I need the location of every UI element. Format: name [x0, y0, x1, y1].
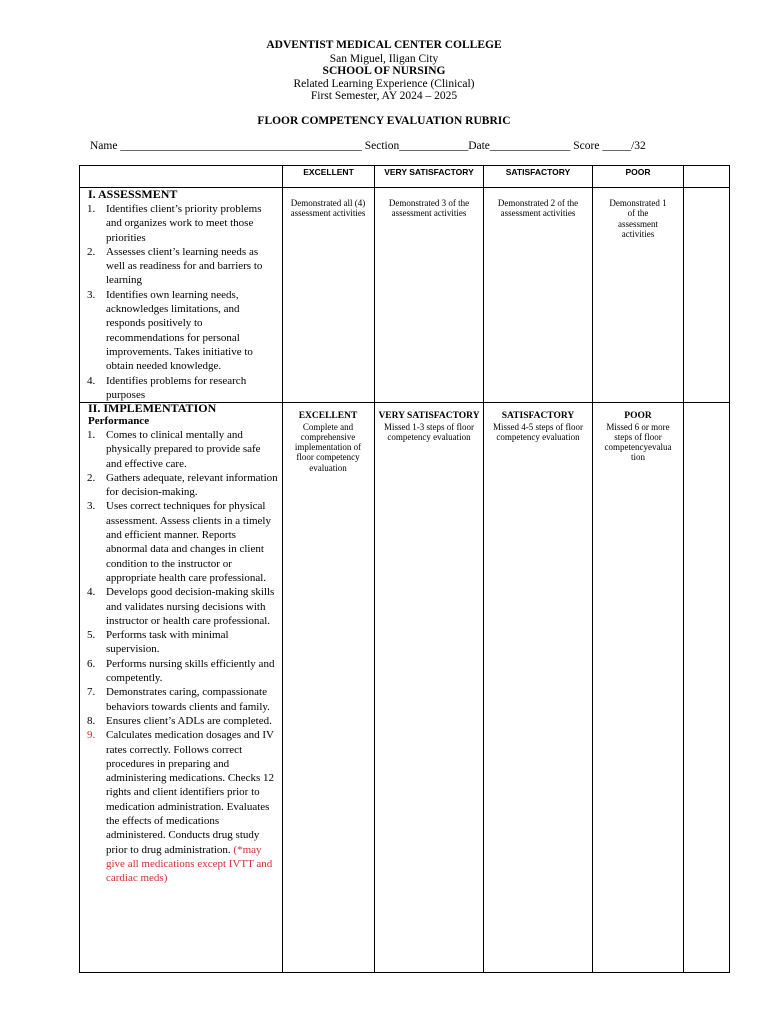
item-text: Demonstrates caring, compassionate behaviors towards clients and family. — [106, 686, 270, 713]
column-divider — [592, 165, 593, 973]
item-number: 2. — [87, 245, 96, 258]
column-divider — [683, 165, 684, 973]
column-header-satisfactory: SATISFACTORY — [505, 167, 571, 177]
item-number: 6. — [87, 657, 96, 670]
criteria-title: EXCELLENT — [298, 411, 358, 421]
item-text: Identifies own learning needs, acknowledges limitations, and responds positively to recommendations for personal improvements. Takes initiative to obtain needed knowledge. — [106, 288, 253, 373]
item-number: 4. — [87, 374, 96, 387]
list-item — [87, 728, 279, 885]
criteria-text: Complete and comprehensive implementation of floor competency evaluation — [294, 421, 362, 473]
criteria-text: Missed 4-5 steps of floor competency evaluation — [493, 421, 583, 442]
institution-name: ADVENTIST MEDICAL CENTER COLLEGE — [266, 39, 502, 51]
student-info-line: Name __________________________________________ Section____________Date______________ Score _____/32 — [90, 140, 646, 152]
item-text: Assesses client’s learning needs as well as readiness for and barriers to learning — [106, 245, 263, 287]
item-number: 2. — [87, 471, 96, 484]
list-item — [87, 685, 279, 714]
item-text: Gathers adequate, relevant information for decision-making. — [106, 471, 278, 499]
section-heading-implementation: II. IMPLEMENTATION — [88, 401, 217, 415]
item-number: 7. — [87, 686, 96, 699]
institution-location: San Miguel, Iligan City — [329, 53, 439, 65]
assessment-items-list — [87, 202, 279, 402]
item-text: Identifies problems for research purposes — [106, 374, 247, 401]
item-number: 9. — [87, 729, 96, 742]
column-divider — [79, 165, 80, 973]
section-heading-assessment: I. ASSESSMENT — [88, 187, 178, 201]
column-header-very-satisfactory: VERY SATISFACTORY — [384, 167, 474, 177]
item-text: Uses correct techniques for physical assessment. Assess clients in a timely and efficient manner. Reports abnormal data and changes in client condition to the instructor or appropriate health care professional. — [106, 500, 271, 584]
criteria-cell-implementation-very-satisfactory — [378, 411, 480, 442]
list-item — [87, 288, 279, 374]
list-item — [87, 714, 279, 728]
item-number: 8. — [87, 714, 96, 727]
item-text: Identifies client’s priority problems and organizes work to meet those priorities — [106, 203, 262, 244]
column-divider — [374, 165, 375, 973]
list-item — [87, 585, 279, 628]
criteria-cell-assessment-very-satisfactory: Demonstrated 3 of the assessment activities — [388, 198, 470, 219]
subheading-performance: Performance — [88, 415, 150, 427]
item-text: Performs nursing skills efficiently and competently. — [106, 657, 275, 685]
item-number: 1. — [87, 429, 96, 441]
item-number: 3. — [87, 500, 96, 513]
item-text: Ensures client’s ADLs are completed. — [106, 714, 272, 727]
list-item — [87, 471, 279, 500]
term-label: First Semester, AY 2024 – 2025 — [310, 90, 458, 102]
item-number: 3. — [87, 288, 96, 301]
column-divider — [483, 165, 484, 973]
implementation-items-list — [87, 428, 279, 886]
item-text: Develops good decision-making skills and validates nursing decisions with instructor or health care professional. — [106, 586, 275, 627]
column-header-excellent: EXCELLENT — [303, 167, 354, 177]
criteria-text: Missed 1-3 steps of floor competency evaluation — [384, 421, 474, 442]
list-item — [87, 428, 279, 471]
rubric-title: FLOOR COMPETENCY EVALUATION RUBRIC — [257, 115, 511, 127]
item-number: 1. — [87, 203, 96, 215]
school-name: SCHOOL OF NURSING — [322, 65, 446, 77]
medication-note: (*may give all medications except IVTT and cardiac meds) — [106, 843, 273, 885]
list-item — [87, 202, 279, 245]
criteria-cell-implementation-satisfactory — [487, 411, 589, 442]
column-header-poor: POOR — [625, 167, 651, 177]
list-item — [87, 628, 279, 657]
criteria-cell-assessment-satisfactory: Demonstrated 2 of the assessment activities — [497, 198, 579, 219]
table-border-top — [79, 165, 730, 166]
criteria-cell-implementation-poor — [599, 411, 677, 463]
criteria-cell-assessment-excellent: Demonstrated all (4) assessment activities — [290, 198, 366, 219]
list-item — [87, 245, 279, 288]
list-item — [87, 499, 279, 585]
item-text: Calculates medication dosages and IV rates correctly. Follows correct procedures in preparing and administering medications. Checks 12 rights and client identifiers prior to medication administration. Evaluates the effects of medications administered. Conducts drug study prior to drug administration. — [106, 729, 275, 856]
table-border-bottom — [79, 972, 730, 973]
list-item — [87, 374, 279, 403]
criteria-cell-assessment-poor: Demonstrated 1 of the assessment activities — [609, 198, 667, 239]
item-text: Comes to clinical mentally and physically prepared to provide safe and effective care. — [106, 429, 261, 470]
criteria-title: VERY SATISFACTORY — [378, 411, 480, 421]
item-text: Performs task with minimal supervision. — [106, 629, 229, 656]
criteria-text: Missed 6 or more steps of floor competencyevalua tion — [604, 421, 672, 463]
course-name: Related Learning Experience (Clinical) — [293, 78, 475, 90]
table-border-right — [729, 165, 730, 973]
list-item — [87, 657, 279, 686]
criteria-cell-implementation-excellent — [286, 411, 370, 473]
item-number: 5. — [87, 629, 96, 642]
item-number: 4. — [87, 586, 96, 599]
criteria-title: SATISFACTORY — [501, 411, 575, 421]
column-divider — [282, 165, 283, 973]
criteria-title: POOR — [624, 411, 652, 421]
